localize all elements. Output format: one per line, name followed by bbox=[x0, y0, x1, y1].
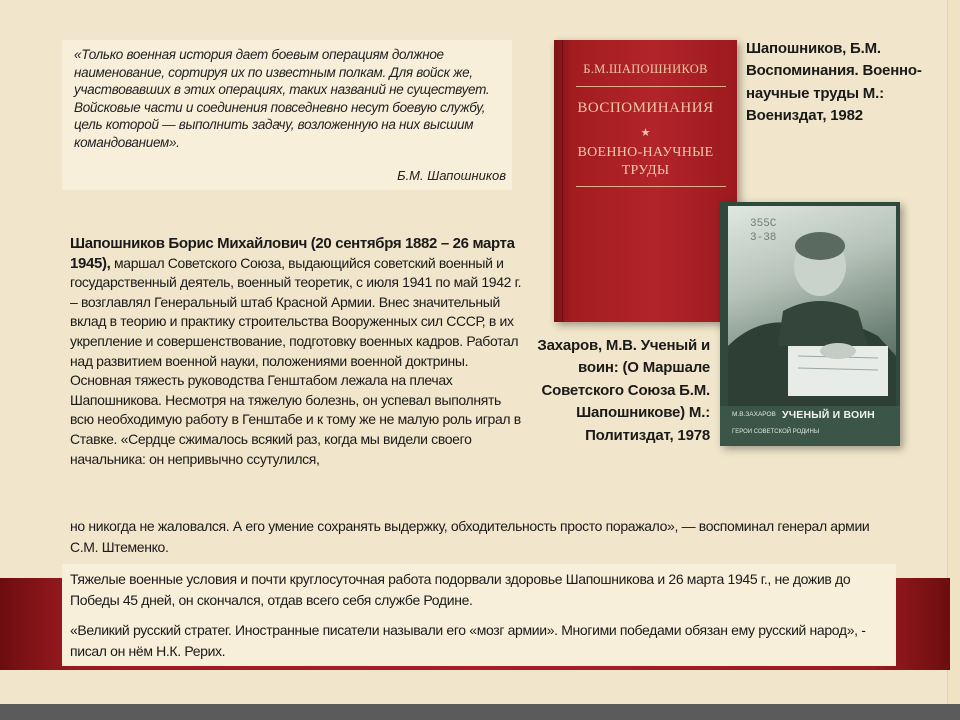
book1-cover-author: Б.М.ШАПОШНИКОВ bbox=[583, 62, 708, 76]
bio-paragraph bbox=[70, 234, 525, 469]
book2-cover-series: ГЕРОИ СОВЕТСКОЙ РОДИНЫ bbox=[732, 429, 820, 435]
bottom-bar bbox=[0, 704, 960, 720]
book2-caption: Захаров, М.В. Ученый и воин: (О Маршале Советского Союза Б.М. Шапошникове) М.: Политиздат, 1978 bbox=[537, 337, 710, 444]
svg-text:3-38: 3-38 bbox=[750, 232, 777, 244]
book2-cover-title: УЧЕНЫЙ И ВОИН bbox=[782, 409, 875, 421]
quote-author: Б.М. Шапошников bbox=[397, 168, 506, 183]
bio-name: Шапошников Борис Михайлович (20 сентября 1882 – 26 марта 1945), bbox=[70, 235, 515, 272]
portrait-illustration bbox=[728, 206, 896, 406]
portrait-photo bbox=[728, 206, 896, 406]
bio-continuation: но никогда не жаловался. А его умение сохранять выдержку, обходительность просто поражало», — воспоминал генерал армии С.М. Штеменко. bbox=[70, 518, 870, 555]
star-icon: ★ bbox=[640, 127, 651, 139]
quote-text: «Только военная история дает боевым операциям должное наименование, сортируя их по известным полкам. Для войск же, участвовавших в этих операциях, таких названий не существует. Войсковые части и соединения повседневно несут боевую службу, цель которой — выполнить задачу, возложенную на них высшим командованием». bbox=[74, 47, 490, 150]
book1-rule-bottom bbox=[576, 186, 726, 187]
paragraph-roerich: «Великий русский стратег. Иностранные писатели называли его «мозг армии». Многими победами обязан ему русский народ», - писал он нём Н.К. Рерих. bbox=[70, 622, 866, 659]
book-cover-memoirs bbox=[554, 40, 737, 322]
book-cover-scientist-warrior bbox=[720, 202, 900, 446]
svg-text:355С: 355С bbox=[750, 218, 777, 230]
book2-cover-author: М.В.ЗАХАРОВ bbox=[732, 411, 776, 418]
book1-cover-subtitle: ВОЕННО-НАУЧНЫЕ ТРУДЫ bbox=[577, 145, 714, 178]
book1-caption: Шапошников, Б.М. Воспоминания. Военно-научные труды М.: Воениздат, 1982 bbox=[746, 40, 922, 125]
paragraph-death: Тяжелые военные условия и почти круглосуточная работа подорвали здоровье Шапошникова и 26 марта 1945 г., не дожив до Победы 45 дней, он скончался, отдав всего себя службе Родине. bbox=[70, 571, 851, 608]
book1-cover-title: ВОСПОМИНАНИЯ bbox=[577, 100, 714, 116]
book1-rule-top bbox=[576, 86, 726, 87]
bio-text: маршал Советского Союза, выдающийся советский военный и государственный деятель, военный теоретик, с июля 1941 по май 1942 г. – возглавлял Генеральный штаб Красной Армии. Внес значительный вклад в теорию и практику строительства Вооруженных сил СССР, в их укрепление и совершенствование, подготовку военных кадров. Работал над развитием военной науки, положениями военной доктрины. Основная тяжесть руководства Генштабом лежала на плечах Шапошникова. Несмотря на тяжелую болезнь, он успевал выполнять всю необходимую работу в Генштабе и к тому же не малую роль играл в Ставке. «Сердце сжималось всякий раз, когда мы видели своего начальника: он непривычно ссутулился, bbox=[70, 254, 522, 467]
book-spine-line bbox=[562, 40, 563, 322]
